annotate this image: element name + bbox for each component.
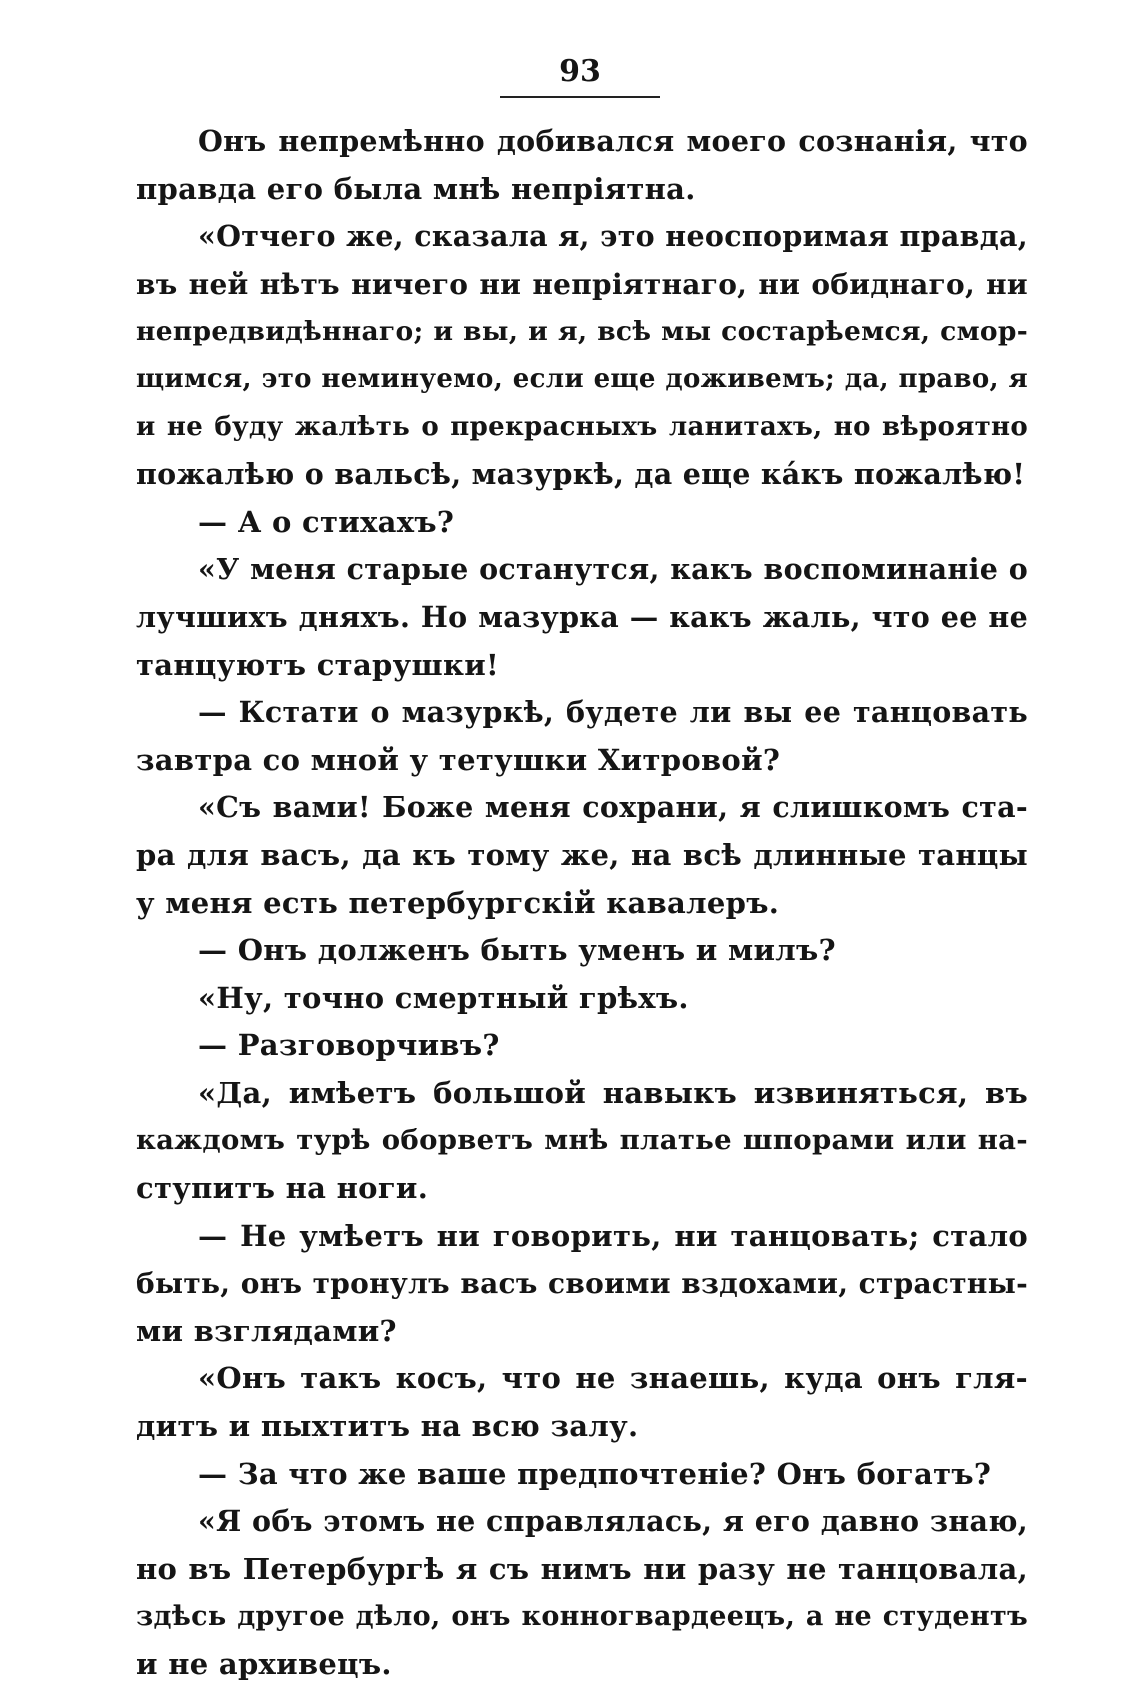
text-line: и не буду жалѣть о прекрасныхъ ланитахъ, но вѣроятно <box>136 411 1028 442</box>
text-line: завтра со мной у тетушки Хитровой? <box>136 742 781 777</box>
text-line: пожалѣю о вальсѣ, мазуркѣ, да еще кáкъ пожалѣю! <box>136 457 1026 492</box>
text-line: но въ Петербургѣ я съ нимъ ни разу не танцовала, <box>136 1551 1028 1586</box>
text-line: «Ну, точно смертный грѣхъ. <box>198 980 689 1015</box>
text-line: ми взглядами? <box>136 1313 397 1348</box>
text-line: быть, онъ тронулъ васъ своими вздохами, страстны- <box>136 1267 1028 1301</box>
text-line: — За что же ваше предпочтеніе? Онъ богатъ? <box>198 1456 992 1491</box>
text-line: «У меня старые останутся, какъ воспоминаніе о <box>198 552 1028 587</box>
page-number: 93 <box>559 54 601 89</box>
page-text <box>136 118 1028 1689</box>
text-line: «Съ вами! Боже меня сохрани, я слишкомъ ста- <box>198 790 1028 825</box>
text-line: «Да, имѣетъ большой навыкъ извиняться, въ <box>198 1075 1028 1110</box>
text-line: правда его была мнѣ непріятна. <box>136 171 696 206</box>
text-line: — Не умѣетъ ни говорить, ни танцовать; стало <box>198 1218 1028 1253</box>
text-line: — Разговорчивъ? <box>198 1028 500 1063</box>
text-line: танцуютъ старушки! <box>136 647 500 682</box>
text-line: «Онъ такъ косъ, что не знаешь, куда онъ гля- <box>198 1361 1028 1396</box>
text-line: щимся, это неминуемо, если еще доживемъ; да, право, я <box>136 363 1028 394</box>
text-line: лучшихъ дняхъ. Но мазурка — какъ жаль, что ее не <box>136 599 1028 634</box>
text-line: ступитъ на ноги. <box>136 1171 429 1206</box>
text-line: ра для васъ, да къ тому же, на всѣ длинные танцы <box>136 837 1028 872</box>
text-line: у меня есть петербургскій кавалеръ. <box>136 885 780 920</box>
page-number-rule <box>500 96 660 98</box>
text-line: «Я объ этомъ не справлялась, я его давно знаю, <box>198 1504 1028 1539</box>
text-line: — Онъ долженъ быть уменъ и милъ? <box>198 933 836 968</box>
text-line: — А о стихахъ? <box>198 504 455 539</box>
text-line: здѣсь другое дѣло, онъ конногвардеецъ, а не студентъ <box>136 1601 1028 1633</box>
text-line: и не архивецъ. <box>136 1647 392 1681</box>
text-line: «Отчего же, сказала я, это неоспоримая правда, <box>198 219 1028 254</box>
text-line: — Кстати о мазуркѣ, будете ли вы ее танцовать <box>198 695 1028 730</box>
text-line: дитъ и пыхтитъ на всю залу. <box>136 1409 639 1444</box>
text-line: Онъ непремѣнно добивался моего сознанія, что <box>198 124 1028 158</box>
text-line: въ ней нѣтъ ничего ни непріятнаго, ни обиднаго, ни <box>136 267 1028 301</box>
text-line: каждомъ турѣ оборветъ мнѣ платье шпорами или на- <box>136 1124 1028 1157</box>
text-line: непредвидѣннаго; и вы, и я, всѣ мы состарѣемся, смор- <box>136 316 1028 348</box>
